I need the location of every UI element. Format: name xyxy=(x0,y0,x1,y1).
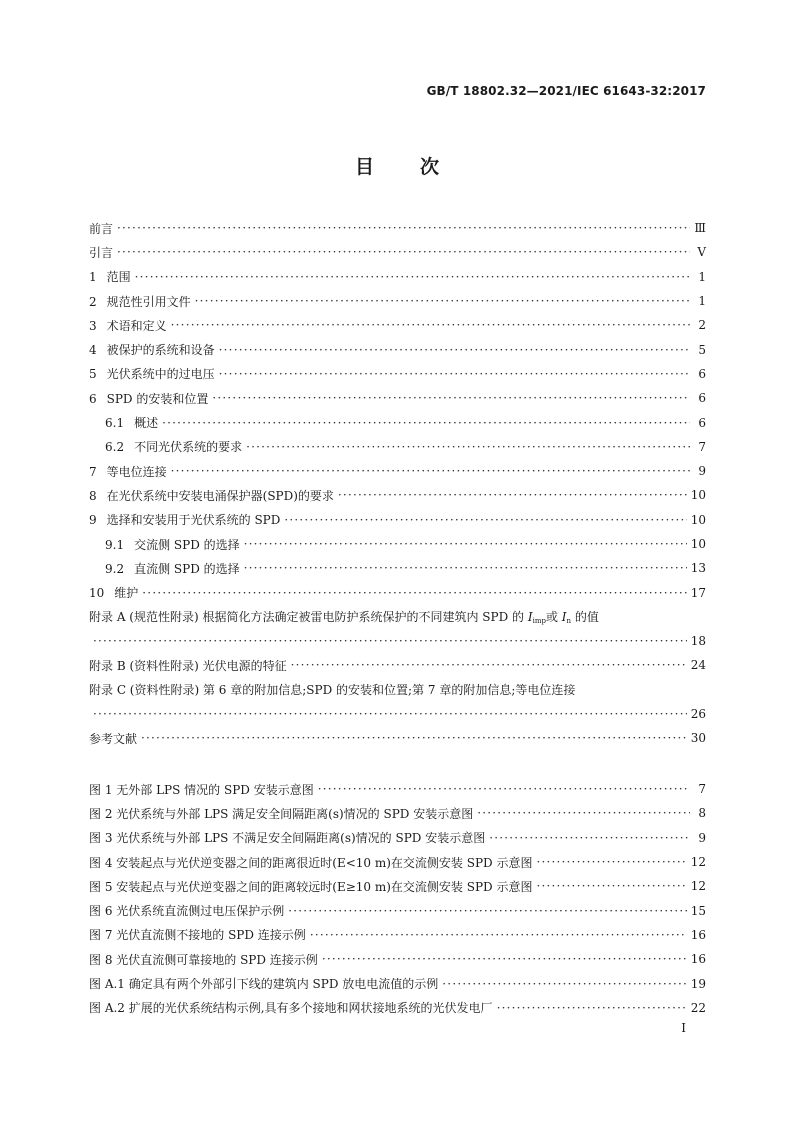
toc-page-number: 10 xyxy=(690,537,706,551)
toc-entry-number: 9.1 xyxy=(105,537,125,552)
dot-leader xyxy=(162,416,690,430)
figure-entry-text: 图 A.1 确定具有两个外部引下线的建筑内 SPD 放电电流值的示例 xyxy=(89,977,439,992)
annex-a-text-part: imp xyxy=(532,617,546,626)
figure-entry-text: 图 4 安装起点与光伏逆变器之间的距离很近时(E<10 m)在交流侧安装 SPD 示意图 xyxy=(89,855,533,870)
toc-entry-label xyxy=(89,926,306,943)
dot-leader xyxy=(117,221,690,235)
dot-leader xyxy=(219,367,690,381)
dot-leader xyxy=(284,513,686,527)
toc-entry-label xyxy=(89,365,215,382)
toc-page-number: 18 xyxy=(690,634,706,649)
dot-leader xyxy=(477,806,690,820)
toc-entry-text: 光伏系统中的过电压 xyxy=(106,367,215,382)
toc-row[interactable] xyxy=(89,777,706,801)
toc-row[interactable] xyxy=(89,459,706,483)
figure-entry-text: 图 5 安装起点与光伏逆变器之间的距离较远时(E≥10 m)在交流侧安装 SPD 示意图 xyxy=(89,879,533,894)
toc-page-number: 7 xyxy=(698,782,706,797)
list-of-figures xyxy=(89,777,706,1020)
toc-row[interactable] xyxy=(89,216,706,240)
dot-leader xyxy=(219,343,690,357)
toc-entry-number: 1 xyxy=(89,270,97,285)
toc-page-number: 15 xyxy=(690,903,706,918)
toc-entry-text: 概述 xyxy=(134,416,159,431)
toc-entry-label xyxy=(89,657,287,674)
toc-entry-label xyxy=(89,975,438,992)
toc-entry-label xyxy=(89,829,485,846)
dot-leader xyxy=(322,952,687,966)
toc-row[interactable] xyxy=(89,337,706,361)
toc-entry-label xyxy=(89,244,113,261)
figure-entry-text: 图 6 光伏系统直流侧过电压保护示例 xyxy=(89,904,285,919)
toc-entry-text: 引言 xyxy=(89,245,114,260)
toc-entry-label xyxy=(89,608,599,625)
toc-row[interactable] xyxy=(89,313,706,337)
dot-leader xyxy=(212,391,690,405)
toc-page-number: 1 xyxy=(698,269,706,284)
toc-entry-label xyxy=(89,805,473,822)
toc-row[interactable] xyxy=(89,801,706,825)
toc-entry-number: 6.1 xyxy=(105,416,125,431)
toc-entry-label xyxy=(105,536,240,553)
toc-entry-text: 选择和安装用于光伏系统的 SPD xyxy=(106,513,281,528)
toc-entry-text: 等电位连接 xyxy=(106,464,167,479)
toc-page-number: 26 xyxy=(690,707,706,722)
toc-page-number: 24 xyxy=(690,658,706,673)
toc-row[interactable] xyxy=(89,629,706,653)
dot-leader xyxy=(536,855,686,869)
toc-page-number: 6 xyxy=(698,366,706,381)
toc-row[interactable] xyxy=(89,532,706,556)
toc-page-number: 13 xyxy=(690,561,706,576)
toc-entry-label xyxy=(89,390,208,407)
figure-entry-text: 图 A.2 扩展的光伏系统结构示例,具有多个接地和网状接地系统的光伏发电厂 xyxy=(89,1001,493,1016)
dot-leader xyxy=(442,977,686,991)
toc-entry-text: 前言 xyxy=(89,221,114,236)
annex-a-text-part: 或 xyxy=(545,610,562,625)
toc-entry-number: 6.2 xyxy=(105,440,125,455)
dot-leader xyxy=(338,488,687,502)
toc-entry-text: 范围 xyxy=(106,270,131,285)
dot-leader xyxy=(489,831,690,845)
toc-row[interactable] xyxy=(89,265,706,289)
toc-entry-text: 交流侧 SPD 的选择 xyxy=(134,537,240,552)
toc-row[interactable] xyxy=(89,580,706,604)
toc-page-number: Ⅲ xyxy=(694,221,706,236)
toc-entry-number: 2 xyxy=(89,294,97,309)
toc-entry-label xyxy=(89,902,284,919)
table-of-contents xyxy=(89,216,706,751)
toc-row[interactable] xyxy=(89,702,706,726)
toc-entry-label xyxy=(105,560,240,577)
dot-leader xyxy=(195,294,690,308)
toc-entry-text: 维护 xyxy=(114,586,139,601)
dot-leader xyxy=(171,318,690,332)
toc-entry-number: 3 xyxy=(89,318,97,333)
toc-page-number: 16 xyxy=(690,927,706,942)
dot-leader xyxy=(246,440,690,454)
toc-row[interactable] xyxy=(89,971,706,995)
toc-page-number: Ⅴ xyxy=(697,245,706,260)
toc-page-number: 22 xyxy=(690,1000,706,1015)
toc-page-number: 9 xyxy=(698,830,706,845)
dot-leader xyxy=(93,707,687,721)
toc-entry-label xyxy=(89,220,113,237)
toc-entry-number: 9 xyxy=(89,513,97,528)
standard-number: GB/T 18802.32—2021/IEC 61643-32:2017 xyxy=(426,84,706,98)
dot-leader xyxy=(497,1001,687,1015)
toc-page-number: 30 xyxy=(690,731,706,746)
toc-page-number: 10 xyxy=(690,512,706,527)
toc-entry-label xyxy=(105,438,242,455)
toc-entry-label xyxy=(89,317,167,334)
toc-entry-text: 被保护的系统和设备 xyxy=(106,343,215,358)
dot-leader xyxy=(244,561,687,575)
dot-leader xyxy=(117,245,690,259)
toc-entry-label xyxy=(89,730,137,747)
toc-page-number: 12 xyxy=(690,879,706,894)
toc-entry-label xyxy=(89,584,138,601)
toc-row[interactable] xyxy=(89,826,706,850)
annex-a-text-part: 附录 A (规范性附录) 根据简化方法确定被雷电防护系统保护的不同建筑内 SPD 的 xyxy=(89,610,528,625)
toc-row[interactable] xyxy=(89,653,706,677)
dot-leader xyxy=(244,537,687,551)
toc-entry-number: 10 xyxy=(89,586,105,601)
toc-page-number: 6 xyxy=(698,415,706,430)
figure-entry-text: 图 1 无外部 LPS 情况的 SPD 安装示意图 xyxy=(89,782,314,797)
toc-entry-label xyxy=(89,951,318,968)
toc-row[interactable] xyxy=(89,240,706,264)
annex-c-text: 附录 C (资料性附录) 第 6 章的附加信息;SPD 的安装和位置;第 7 章的附加信息;等电位连接 xyxy=(89,683,576,698)
annex-a-text-part: I xyxy=(527,610,533,625)
toc-entry-label xyxy=(105,414,158,431)
toc-entry-label xyxy=(89,781,314,798)
figure-entry-text: 图 2 光伏系统与外部 LPS 满足安全间隔距离(s)情况的 SPD 安装示意图 xyxy=(89,806,474,821)
toc-page-number: 17 xyxy=(690,585,706,600)
toc-row[interactable] xyxy=(89,435,706,459)
toc-entry-text: SPD 的安装和位置 xyxy=(106,391,209,406)
toc-row[interactable] xyxy=(89,556,706,580)
toc-page-number: 19 xyxy=(690,976,706,991)
toc-page-number: 5 xyxy=(698,342,706,357)
footer-page-number: Ⅰ xyxy=(681,1021,686,1035)
toc-entry-label xyxy=(89,293,191,310)
annex-b-text: 附录 B (资料性附录) 光伏电源的特征 xyxy=(89,658,287,673)
dot-leader xyxy=(142,586,686,600)
toc-entry-text: 在光伏系统中安装电涌保护器(SPD)的要求 xyxy=(106,488,334,503)
toc-row[interactable] xyxy=(89,289,706,313)
toc-entry-label xyxy=(89,999,493,1016)
toc-entry-text: 规范性引用文件 xyxy=(106,294,191,309)
dot-leader xyxy=(310,928,687,942)
toc-page-number: 9 xyxy=(698,464,706,479)
toc-entry-number: 8 xyxy=(89,488,97,503)
toc-row[interactable] xyxy=(89,483,706,507)
dot-leader xyxy=(93,634,687,648)
annex-a-text-part: I xyxy=(561,610,567,625)
toc-page-number: 16 xyxy=(690,952,706,967)
toc-row-annex-a[interactable] xyxy=(89,605,706,629)
toc-row[interactable] xyxy=(89,874,706,898)
toc-entry-text: 直流侧 SPD 的选择 xyxy=(134,561,240,576)
figure-entry-text: 图 7 光伏直流侧不接地的 SPD 连接示例 xyxy=(89,928,306,943)
toc-page-number: 6 xyxy=(698,391,706,406)
toc-entry-number: 6 xyxy=(89,391,97,406)
toc-row[interactable] xyxy=(89,923,706,947)
toc-row[interactable] xyxy=(89,362,706,386)
toc-entry-text: 不同光伏系统的要求 xyxy=(134,440,243,455)
toc-row[interactable] xyxy=(89,508,706,532)
dot-leader xyxy=(291,658,687,672)
toc-entry-label xyxy=(89,511,280,528)
toc-row[interactable] xyxy=(89,947,706,971)
figure-entry-text: 图 3 光伏系统与外部 LPS 不满足安全间隔距离(s)情况的 SPD 安装示意图 xyxy=(89,831,486,846)
toc-row[interactable] xyxy=(89,410,706,434)
toc-entry-label xyxy=(89,487,334,504)
figure-entry-text: 图 8 光伏直流侧可靠接地的 SPD 连接示例 xyxy=(89,952,318,967)
dot-leader xyxy=(288,904,686,918)
toc-row-annex-c[interactable] xyxy=(89,678,706,702)
toc-row[interactable] xyxy=(89,996,706,1020)
toc-entry-label xyxy=(89,341,215,358)
toc-entry-number: 5 xyxy=(89,367,97,382)
toc-page-number: 12 xyxy=(690,855,706,870)
toc-entry-label xyxy=(89,878,532,895)
toc-page-number: 2 xyxy=(698,318,706,333)
toc-page-number: 7 xyxy=(698,439,706,454)
toc-page-number: 10 xyxy=(690,488,706,503)
toc-entry-label xyxy=(89,268,131,285)
annex-a-text-part: 的值 xyxy=(571,610,599,625)
references-text: 参考文献 xyxy=(89,731,138,746)
toc-entry-label xyxy=(89,463,167,480)
dot-leader xyxy=(171,464,690,478)
toc-entry-label xyxy=(89,854,532,871)
dot-leader xyxy=(135,270,690,284)
toc-row[interactable] xyxy=(89,850,706,874)
dot-leader xyxy=(141,731,687,745)
toc-row[interactable] xyxy=(89,386,706,410)
annex-a-text-part: n xyxy=(566,617,572,626)
page-title: 目次 xyxy=(354,156,485,178)
toc-entry-number: 7 xyxy=(89,464,97,479)
toc-page-number: 8 xyxy=(698,806,706,821)
toc-row[interactable] xyxy=(89,726,706,750)
dot-leader xyxy=(536,879,686,893)
dot-leader xyxy=(318,782,690,796)
toc-entry-number: 9.2 xyxy=(105,561,125,576)
toc-entry-number: 4 xyxy=(89,343,97,358)
toc-page-number: 1 xyxy=(698,294,706,309)
toc-row[interactable] xyxy=(89,898,706,922)
toc-entry-text: 术语和定义 xyxy=(106,318,167,333)
